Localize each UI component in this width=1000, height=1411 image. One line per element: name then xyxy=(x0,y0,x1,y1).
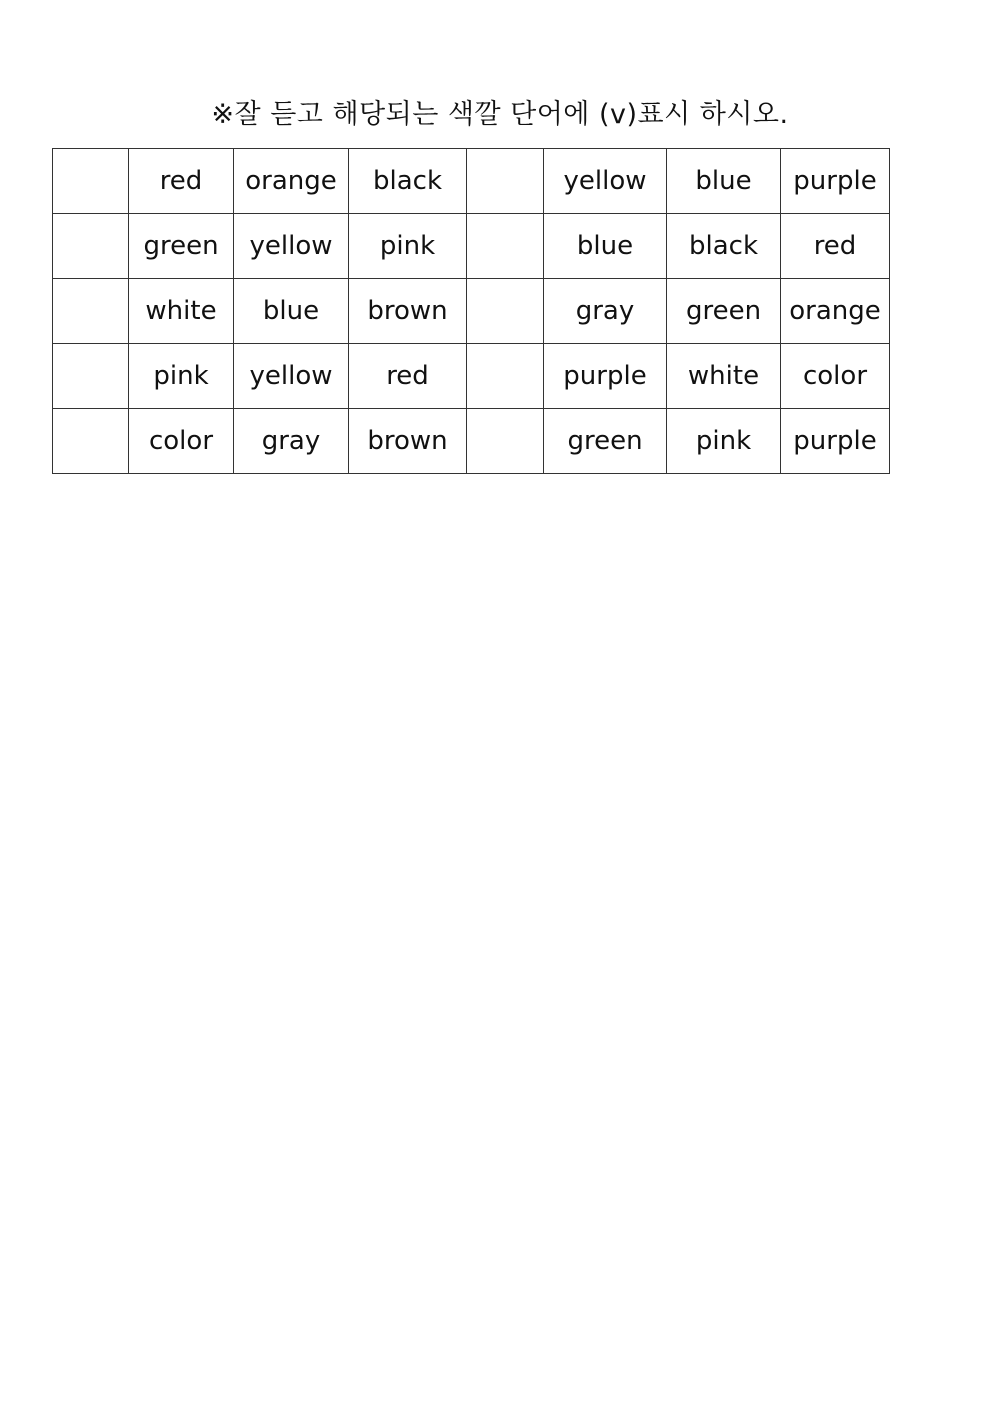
color-word: purple xyxy=(781,149,890,214)
color-word-table xyxy=(52,148,890,474)
color-word: purple xyxy=(781,409,890,474)
color-word: white xyxy=(667,344,781,409)
check-box-left[interactable] xyxy=(53,344,129,409)
table-row xyxy=(53,409,890,474)
color-word: green xyxy=(544,409,667,474)
color-word: white xyxy=(129,279,234,344)
color-word: orange xyxy=(234,149,349,214)
check-box-right[interactable] xyxy=(467,344,544,409)
color-word: pink xyxy=(349,214,467,279)
color-word: blue xyxy=(544,214,667,279)
color-word: yellow xyxy=(234,214,349,279)
worksheet-instruction: ※잘 듣고 해당되는 색깔 단어에 (v)표시 하시오. xyxy=(211,99,789,130)
color-word: purple xyxy=(544,344,667,409)
check-box-left[interactable] xyxy=(53,409,129,474)
check-box-right[interactable] xyxy=(467,409,544,474)
table-row xyxy=(53,279,890,344)
check-box-left[interactable] xyxy=(53,279,129,344)
color-word: black xyxy=(349,149,467,214)
color-word: green xyxy=(129,214,234,279)
color-word: yellow xyxy=(544,149,667,214)
color-word: color xyxy=(129,409,234,474)
color-word: pink xyxy=(667,409,781,474)
color-word: gray xyxy=(234,409,349,474)
check-box-right[interactable] xyxy=(467,279,544,344)
color-word: orange xyxy=(781,279,890,344)
table-row xyxy=(53,149,890,214)
color-word: red xyxy=(129,149,234,214)
check-box-right[interactable] xyxy=(467,214,544,279)
color-word: color xyxy=(781,344,890,409)
color-word: black xyxy=(667,214,781,279)
color-word: gray xyxy=(544,279,667,344)
table-row xyxy=(53,214,890,279)
color-word: blue xyxy=(667,149,781,214)
color-word: red xyxy=(781,214,890,279)
table-row xyxy=(53,344,890,409)
color-word: blue xyxy=(234,279,349,344)
color-word: brown xyxy=(349,279,467,344)
color-word: yellow xyxy=(234,344,349,409)
check-box-right[interactable] xyxy=(467,149,544,214)
color-word: brown xyxy=(349,409,467,474)
check-box-left[interactable] xyxy=(53,149,129,214)
color-word: pink xyxy=(129,344,234,409)
color-word: green xyxy=(667,279,781,344)
color-word: red xyxy=(349,344,467,409)
check-box-left[interactable] xyxy=(53,214,129,279)
